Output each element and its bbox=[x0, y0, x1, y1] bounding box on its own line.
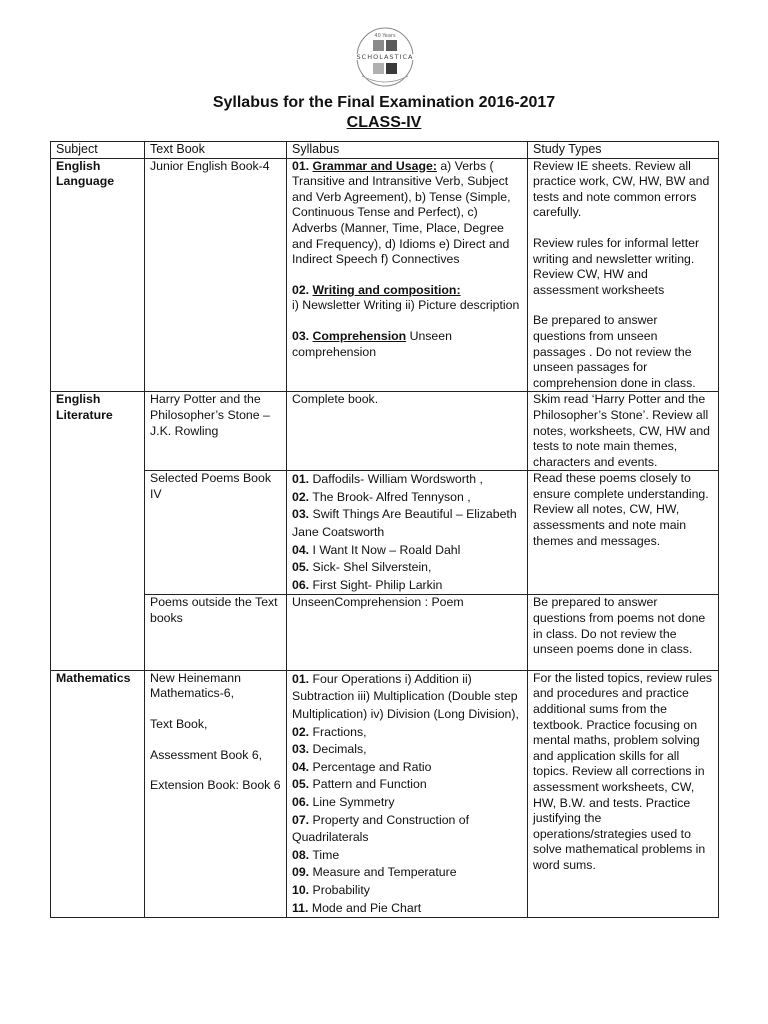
study-text: Review rules for informal letter writing and newsletter writing. Review CW, HW and assessment worksheets bbox=[533, 235, 700, 297]
math-item: 05. Pattern and Function bbox=[292, 777, 427, 792]
header-subject: Subject bbox=[51, 142, 145, 159]
poem-item: 01. Daffodils- William Wordsworth , bbox=[292, 472, 483, 487]
item-text: Unseen comprehension bbox=[292, 328, 452, 359]
class-label: CLASS-IV bbox=[346, 114, 422, 131]
math-item: 08. Time bbox=[292, 847, 340, 862]
syllabus-cell: Complete book. bbox=[287, 392, 528, 471]
textbook-cell bbox=[145, 670, 287, 917]
textbook-line: New Heinemann Mathematics-6, bbox=[150, 670, 241, 701]
subject-mathematics: Mathematics bbox=[51, 670, 145, 917]
textbook-line: Extension Book: Book 6 bbox=[150, 778, 281, 793]
syllabus-cell bbox=[287, 670, 528, 917]
table-row bbox=[51, 158, 719, 392]
syllabus-item bbox=[292, 283, 522, 299]
table-header-row bbox=[51, 142, 719, 159]
study-text: Review IE sheets. Review all practice work, CW, HW, BW and tests and note common errors carefully. bbox=[533, 158, 710, 220]
logo-top-text: 40 Years bbox=[374, 33, 396, 39]
poem-item: 05. Sick- Shel Silverstein, bbox=[292, 560, 432, 575]
math-item: 04. Percentage and Ratio bbox=[292, 759, 432, 774]
math-item: 09. Measure and Temperature bbox=[292, 865, 457, 880]
study-cell: Be prepared to answer questions from poems not done in class. Do not review the unseen poems done in class. bbox=[528, 595, 719, 670]
syllabus-cell: UnseenComprehension : Poem bbox=[287, 595, 528, 670]
syllabus-table bbox=[50, 141, 719, 918]
study-cell: Read these poems closely to ensure complete understanding. Review all notes, CW, HW, assessments and note main themes and messages. bbox=[528, 471, 719, 595]
table-row bbox=[51, 392, 719, 471]
math-item: 03. Decimals, bbox=[292, 742, 367, 757]
syllabus-cell bbox=[287, 158, 528, 392]
item-number: 01. bbox=[292, 158, 310, 173]
item-heading: Writing and composition: bbox=[312, 282, 461, 297]
table-row bbox=[51, 595, 719, 670]
subject-english-literature: English Literature bbox=[51, 392, 145, 671]
poem-item: 02. The Brook- Alfred Tennyson , bbox=[292, 489, 471, 504]
syllabus-item bbox=[292, 159, 522, 268]
study-cell: For the listed topics, review rules and procedures and practice additional sums from the textbook. Practice focusing on mental maths, problem solving and application skills for all topics. Review all corrections in assessment worksheets, CW, HW, B.W. and tests. Practice justifying the operations/strategies used to solve mathematical problems in word sums. bbox=[528, 670, 719, 917]
item-heading: Comprehension bbox=[312, 328, 407, 343]
header-study-types: Study Types bbox=[528, 142, 719, 159]
math-item: 11. Mode and Pie Chart bbox=[292, 900, 422, 915]
study-cell: Skim read ‘Harry Potter and the Philosopher’s Stone’. Review all notes, worksheets, CW, HW and tests to note main themes, characters and events. bbox=[528, 392, 719, 471]
math-item: 07. Property and Construction of Quadrilaterals bbox=[292, 812, 470, 845]
header-syllabus: Syllabus bbox=[287, 142, 528, 159]
item-text: i) Newsletter Writing ii) Picture description bbox=[292, 298, 520, 313]
poem-item: 06. First Sight- Philip Larkin bbox=[292, 577, 443, 592]
study-cell bbox=[528, 158, 719, 392]
subject-english-language: English Language bbox=[51, 158, 145, 392]
scholastica-logo bbox=[340, 26, 430, 88]
textbook-cell: Selected Poems Book IV bbox=[145, 471, 287, 595]
math-item: 06. Line Symmetry bbox=[292, 794, 395, 809]
poem-item: 04. I Want It Now – Roald Dahl bbox=[292, 542, 461, 557]
item-number: 02. bbox=[292, 282, 310, 297]
item-heading: Grammar and Usage: bbox=[312, 158, 437, 173]
item-number: 03. bbox=[292, 328, 310, 343]
syllabus-cell bbox=[287, 471, 528, 595]
table-row bbox=[51, 670, 719, 917]
math-item: 10. Probability bbox=[292, 882, 370, 897]
syllabus-item bbox=[292, 329, 522, 360]
logo-name-text: SCHOLASTICA bbox=[356, 53, 414, 61]
poem-item: 03. Swift Things Are Beautiful – Elizabeth Jane Coatsworth bbox=[292, 507, 517, 540]
textbook-line: Text Book, bbox=[150, 717, 208, 731]
textbook-cell: Junior English Book-4 bbox=[145, 158, 287, 392]
math-item: 02. Fractions, bbox=[292, 724, 367, 739]
study-text: Be prepared to answer questions from unseen passages . Do not review the unseen passages for comprehension done in class. bbox=[533, 313, 696, 390]
textbook-line: Assessment Book 6, bbox=[150, 747, 263, 762]
table-row bbox=[51, 471, 719, 595]
page-title: Syllabus for the Final Examination 2016-2017 bbox=[212, 94, 556, 111]
textbook-cell: Harry Potter and the Philosopher’s Stone – J.K. Rowling bbox=[145, 392, 287, 471]
item-text: a) Verbs ( Transitive and Intransitive Verb, Subject and Verb Agreement), b) Tense (Simple, Continuous Tense and Perfect), c) Adverbs (Manner, Time, Place, Degree and Frequency), d) Idioms e) Direct and Indirect Speech f) Connectives bbox=[292, 158, 511, 267]
math-item: 01. Four Operations i) Addition ii) Subtraction iii) Multiplication (Double step Multiplication) iv) Division (Long Division), bbox=[292, 671, 519, 721]
textbook-cell: Poems outside the Text books bbox=[145, 595, 287, 670]
header-textbook: Text Book bbox=[145, 142, 287, 159]
